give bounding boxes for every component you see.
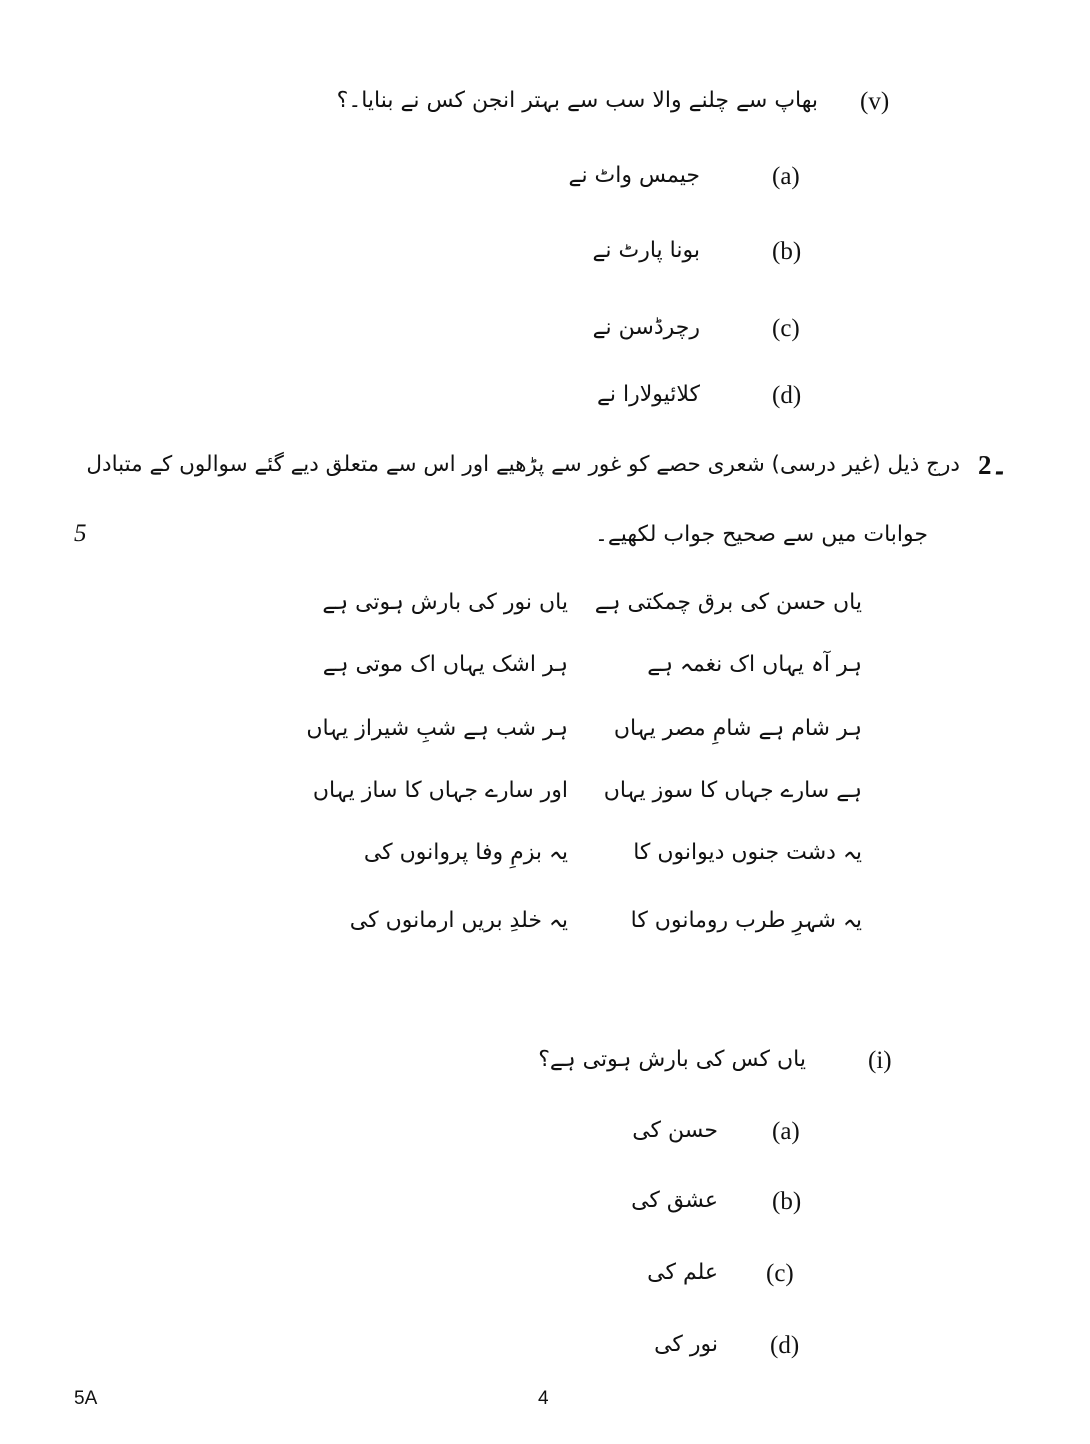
option-v-a-text: جیمس واٹ نے: [568, 163, 700, 188]
poem-line-6-left: یہ خلدِ بریں ارمانوں کی: [349, 908, 568, 933]
question-2-marks: 5: [74, 520, 87, 547]
option-i-c-label: (c): [766, 1260, 794, 1287]
option-i-b-text: عشق کی: [631, 1188, 718, 1213]
poem-line-4-left: اور سارے جہاں کا ساز یہاں: [312, 778, 568, 803]
option-v-d-text: کلائیولارا نے: [596, 382, 700, 407]
poem-line-3-left: ہر شب ہے شبِ شیراز یہاں: [306, 716, 568, 741]
poem-line-1-left: یاں نور کی بارش ہوتی ہے: [322, 590, 568, 615]
option-v-a-label: (a): [772, 163, 800, 190]
option-i-c-text: علم کی: [647, 1260, 718, 1285]
option-v-c-text: رچرڈسن نے: [592, 315, 700, 340]
question-2-instruction-line2: جوابات میں سے صحیح جواب لکھیے۔: [595, 522, 928, 547]
page-number: 4: [538, 1388, 549, 1409]
paper-code: 5A: [74, 1388, 98, 1409]
option-v-c-label: (c): [772, 315, 800, 342]
option-v-b-label: (b): [772, 238, 802, 265]
option-i-d-text: نور کی: [654, 1332, 718, 1357]
option-i-d-label: (d): [770, 1332, 800, 1359]
question-i-label: (i): [868, 1047, 892, 1074]
poem-line-4-right: ہے سارے جہاں کا سوز یہاں: [603, 778, 862, 803]
poem-line-1-right: یاں حسن کی برق چمکتی ہے: [594, 590, 862, 615]
poem-line-6-right: یہ شہرِ طرب رومانوں کا: [630, 908, 862, 933]
poem-line-2-right: ہر آہ یہاں اک نغمہ ہے: [647, 652, 862, 677]
option-v-d-label: (d): [772, 382, 802, 409]
poem-line-5-left: یہ بزمِ وفا پروانوں کی: [363, 840, 568, 865]
question-2-number: 2۔: [978, 450, 1008, 480]
poem-line-3-right: ہر شام ہے شامِ مصر یہاں: [613, 716, 862, 741]
option-v-b-text: بونا پارٹ نے: [592, 238, 700, 263]
option-i-a-text: حسن کی: [632, 1118, 718, 1143]
question-2-instruction-line1: درج ذیل (غیر درسی) شعری حصے کو غور سے پڑھیے اور اس سے متعلق دیے گئے سوالوں کے متبادل: [86, 452, 960, 477]
poem-line-5-right: یہ دشت جنوں دیوانوں کا: [633, 840, 862, 865]
option-i-a-label: (a): [772, 1118, 800, 1145]
question-v-text: بھاپ سے چلنے والا سب سے بہتر انجن کس نے بنایا۔؟: [336, 88, 818, 113]
question-i-text: یاں کس کی بارش ہوتی ہے؟: [538, 1047, 806, 1072]
option-i-b-label: (b): [772, 1188, 802, 1215]
question-v-label: (v): [860, 88, 890, 115]
poem-line-2-left: ہر اشک یہاں اک موتی ہے: [322, 652, 568, 677]
